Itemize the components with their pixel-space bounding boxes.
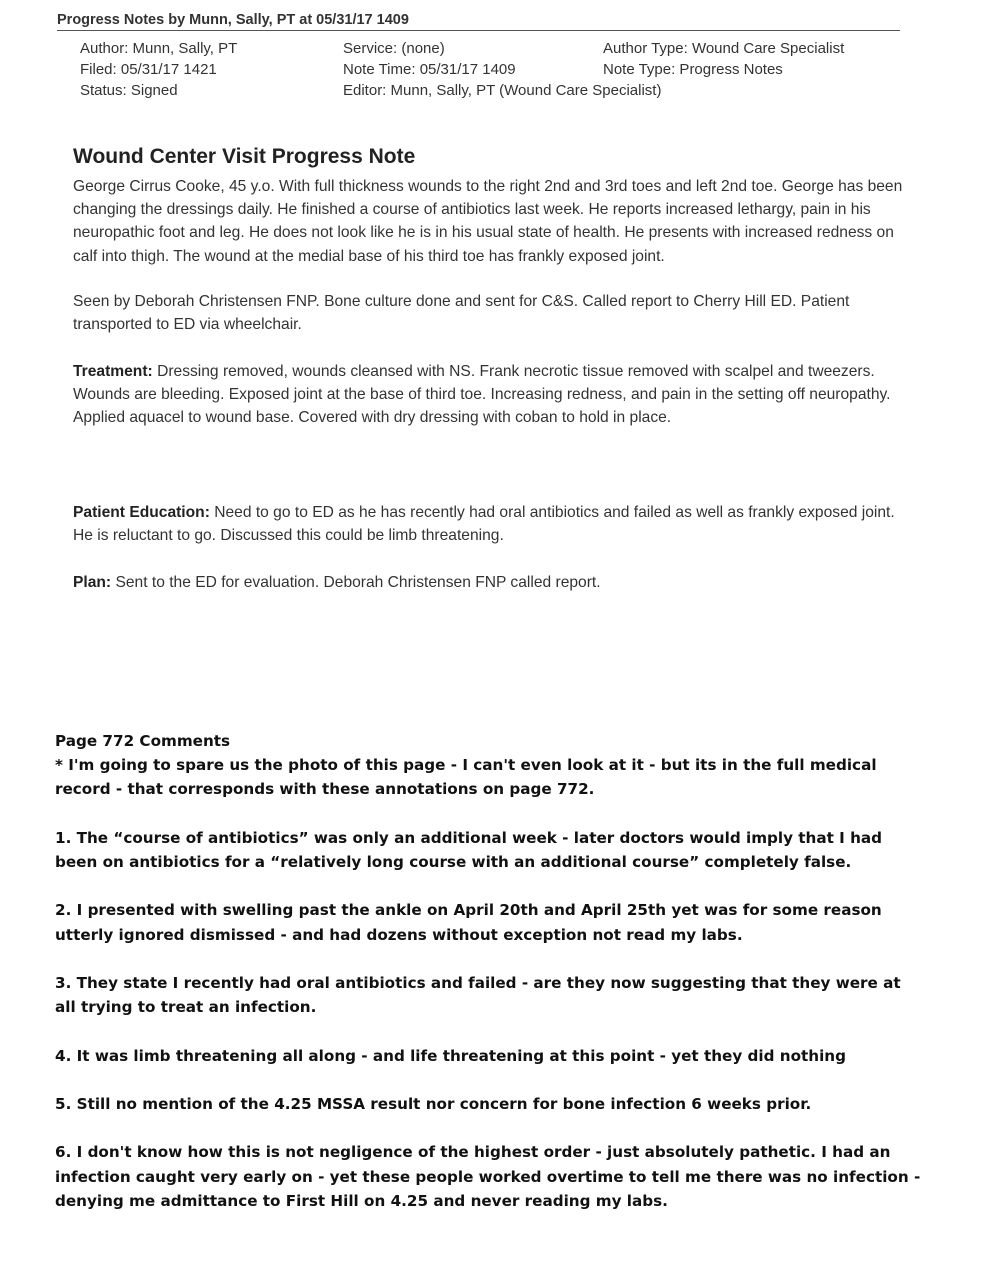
note-time-field: Note Time: 05/31/17 1409	[343, 61, 516, 78]
comment-item: 4. It was limb threatening all along - and life threatening at this point - yet they did nothing	[55, 1046, 846, 1065]
treatment-text: Dressing removed, wounds cleansed with NS. Frank necrotic tissue removed with scalpel and tweezers. Wounds are bleeding. Exposed joint at the base of third toe. Increasing redness, and pain in the setting off neuropathy. Applied aquacel to wound base. Covered with dry dressing with coban to hold in place.	[73, 363, 891, 427]
editor-field: Editor: Munn, Sally, PT (Wound Care Specialist)	[343, 82, 662, 99]
patient-education-text: Need to go to ED as he has recently had oral antibiotics and failed as well as frankly exposed joint. He is reluctant to go. Discussed this could be limb threatening.	[73, 504, 895, 545]
comments-heading: Page 772 Comments	[55, 732, 231, 750]
patient-education-label: Patient Education:	[73, 504, 210, 521]
progress-notes-header: Progress Notes by Munn, Sally, PT at 05/31/17 1409	[57, 12, 900, 31]
author-field: Author: Munn, Sally, PT	[80, 40, 238, 57]
referral-paragraph: Seen by Deborah Christensen FNP. Bone culture done and sent for C&S. Called report to Cherry Hill ED. Patient transported to ED via wheelchair.	[73, 293, 850, 334]
comment-item: 3. They state I recently had oral antibiotics and failed - are they now suggesting that they were at all trying to treat an infection.	[55, 973, 901, 1017]
comment-item: 6. I don't know how this is not negligence of the highest order - just absolutely pathetic. I had an infection caught very early on - yet these people worked overtime to tell me there was no infection - denying me admittance to First Hill on 4.25 and never reading my labs.	[55, 1143, 921, 1210]
comment-item: 5. Still no mention of the 4.25 MSSA result nor concern for bone infection 6 weeks prior.	[55, 1094, 812, 1113]
note-type-field: Note Type: Progress Notes	[603, 61, 783, 78]
filed-field: Filed: 05/31/17 1421	[80, 61, 217, 78]
service-field: Service: (none)	[343, 40, 445, 57]
comments-intro: * I'm going to spare us the photo of this page - I can't even look at it - but its in the full medical record - that corresponds with these annotations on page 772.	[55, 756, 877, 799]
plan-text: Sent to the ED for evaluation. Deborah Christensen FNP called report.	[115, 574, 601, 591]
treatment-section	[73, 360, 913, 430]
patient-education-section	[73, 501, 913, 547]
comment-item: 1. The “course of antibiotics” was only an additional week - later doctors would imply that I had been on antibiotics for a “relatively long course with an additional course” completely false.	[55, 828, 883, 871]
plan-section	[73, 571, 913, 594]
meta-column-right	[603, 38, 844, 80]
author-type-field: Author Type: Wound Care Specialist	[603, 40, 845, 57]
visit-summary-paragraph: George Cirrus Cooke, 45 y.o. With full thickness wounds to the right 2nd and 3rd toes and left 2nd toe. George has been changing the dressings daily. He finished a course of antibiotics last week. He reports increased lethargy, pain in his neuropathic foot and leg. He does not look like he is in his usual state of health. He presents with increased redness on calf into thigh. The wound at the medial base of his third toe has frankly exposed joint.	[73, 178, 903, 265]
note-title: Wound Center Visit Progress Note	[73, 145, 416, 168]
meta-column-left	[80, 38, 237, 101]
status-field: Status: Signed	[80, 82, 178, 99]
treatment-label: Treatment:	[73, 363, 153, 380]
comment-item: 2. I presented with swelling past the ankle on April 20th and April 25th yet was for some reason utterly ignored dismissed - and had dozens without exception not read my labs.	[55, 901, 882, 944]
plan-label: Plan:	[73, 574, 112, 591]
comments-section	[55, 729, 925, 1213]
